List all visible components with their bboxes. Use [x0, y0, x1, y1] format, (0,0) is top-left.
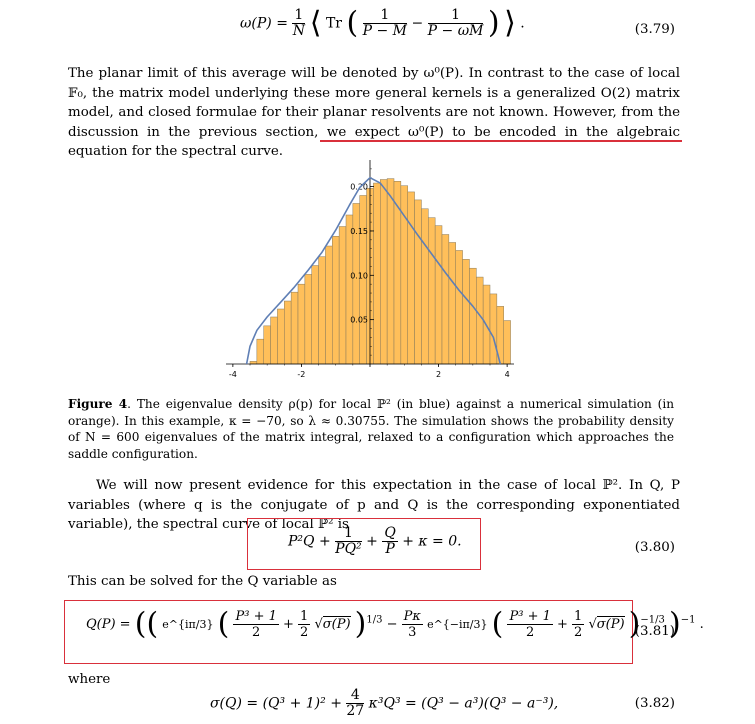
equation-3-81: Q(P) = (( e^{iπ/3} ( $\frac{\text{P³ + 1}}{2}$ + $\frac{1}{2}$ √σ(P) )$^{1/3}$ − $\frac{P\kappa}{3}$ e^{−iπ/3} ( $\frac{\text{P³ + 1}}{2}$ + $\frac{1}{2}$ √σ(P) )$^{-1/3}$ )$^{-1}$ .	[86, 606, 704, 642]
histogram-bar	[421, 209, 428, 364]
equation-number: (3.81)	[634, 624, 675, 639]
histogram-bar	[284, 301, 291, 364]
fraction: $\frac{1}{\text{PQ²}}$	[335, 525, 362, 557]
equation-number: (3.79)	[634, 22, 675, 37]
paren-right: )	[487, 5, 500, 41]
fraction: $\frac{P\kappa}{3}$	[403, 609, 421, 640]
y-tick-label: 0.05	[350, 315, 368, 325]
y-tick-label: 0.15	[350, 226, 368, 236]
fraction: $\frac{4}{27}$	[346, 687, 365, 719]
histogram-bar	[415, 200, 422, 364]
fraction: $\frac{1}{2}$	[574, 609, 583, 640]
histogram-bar	[380, 180, 387, 364]
histogram-bar	[428, 218, 435, 364]
histogram-bar	[298, 284, 305, 364]
minus-sign: −	[411, 15, 424, 32]
paragraph: The planar limit of this average will be denoted by ω⁰(P). In contrast to the case of local 𝔽₀, the matrix model underlying these more general kernels is a generalized O(2) matrix model, and closed formulae for their planar resolvents are not known. However, from the discussion in the previous section, we expect ω⁰(P) to be encoded in the algebraic equation for the spectral curve.	[68, 66, 680, 160]
equation-3-80: P²Q + $\frac{1}{\text{PQ²}}$ + $\frac{Q}{P}$ + κ = 0.	[288, 525, 462, 557]
caption-text: . The eigenvalue density ρ(p) for local ℙ² (in blue) against a numerical simulation (in orange). In this example, κ = −70, so λ ≈ 0.30755. The simulation shows the probability density of N = 600 eigenvalues of the matrix integral, relaxed to a configuration which approaches the saddle configuration.	[68, 397, 675, 461]
histogram-bar	[463, 259, 470, 364]
figure-label: Figure 4	[68, 397, 128, 411]
paragraph: where	[68, 672, 111, 687]
histogram-bar	[435, 226, 442, 364]
fraction: $\frac{1}{P - \omega M}$	[427, 7, 484, 39]
histogram-bar	[442, 235, 449, 364]
histogram-bar	[332, 236, 339, 364]
histogram-bar	[319, 257, 326, 364]
histogram-bar	[469, 268, 476, 364]
fraction: $\frac{1}{N}$	[292, 7, 305, 39]
y-tick-label: 0.20	[350, 182, 368, 192]
eq-lhs: ω(P) =	[240, 15, 288, 32]
histogram-bar	[346, 215, 353, 364]
histogram-bar	[305, 274, 312, 364]
histogram-bar	[257, 339, 264, 364]
histogram-bar	[339, 227, 346, 364]
equation-number: (3.80)	[634, 540, 675, 555]
y-tick-label: 0.10	[350, 271, 368, 281]
histogram-bar	[408, 192, 415, 364]
histogram-bar	[373, 183, 380, 364]
histogram-bar	[504, 321, 511, 364]
histogram-bar	[387, 179, 394, 364]
fraction: $\frac{1}{2}$	[300, 609, 309, 640]
red-underline-annotation	[320, 140, 682, 142]
fraction: $\frac{1}{P - M}$	[362, 7, 407, 39]
equation-3-82: σ(Q) = (Q³ + 1)² + $\frac{4}{27}$ κ³Q³ = (Q³ − a³)(Q³ − a⁻³),	[210, 687, 559, 719]
angle-bracket-left: ⟨	[309, 5, 322, 41]
histogram-bar	[271, 317, 278, 364]
histogram-bar	[325, 246, 332, 364]
histogram-bar	[312, 266, 319, 364]
figure-caption	[68, 396, 674, 462]
equation-number: (3.82)	[634, 696, 675, 711]
histogram-bar	[456, 250, 463, 364]
paren-left: (	[346, 5, 359, 41]
histogram-bar	[264, 326, 271, 364]
histogram-bar	[291, 292, 298, 364]
x-tick-label: -4	[228, 370, 237, 379]
x-tick-label: 4	[504, 370, 510, 379]
histogram-bar	[476, 277, 483, 364]
histogram-bar	[277, 309, 284, 364]
trace-operator: Tr	[325, 15, 342, 32]
fraction: $\frac{Q}{P}$	[384, 525, 396, 557]
histogram-bar	[449, 242, 456, 364]
histogram-chart	[222, 150, 518, 386]
fraction: $\frac{\text{P³ + 1}}{2}$	[235, 609, 277, 640]
paragraph: This can be solved for the Q variable as	[68, 574, 337, 589]
histogram-bar	[490, 294, 497, 364]
x-tick-label: -2	[297, 370, 306, 379]
paragraph: We will now present evidence for this expectation in the case of local ℙ². In Q, P variables (where q is the conjugate of p and Q is the corresponding exponentiated variable), the spectral curve of local ℙ² is	[68, 478, 680, 533]
equation-3-79: ω(P) = $\frac{1}{N}$ ⟨ Tr ( $\frac{1}{P - M}$ − $\frac{1}{P - \omega M}$ ) ⟩ .	[240, 5, 525, 41]
x-tick-label: 2	[436, 370, 442, 379]
fraction: $\frac{\text{P³ + 1}}{2}$	[509, 609, 551, 640]
angle-bracket-right: ⟩	[504, 5, 516, 41]
